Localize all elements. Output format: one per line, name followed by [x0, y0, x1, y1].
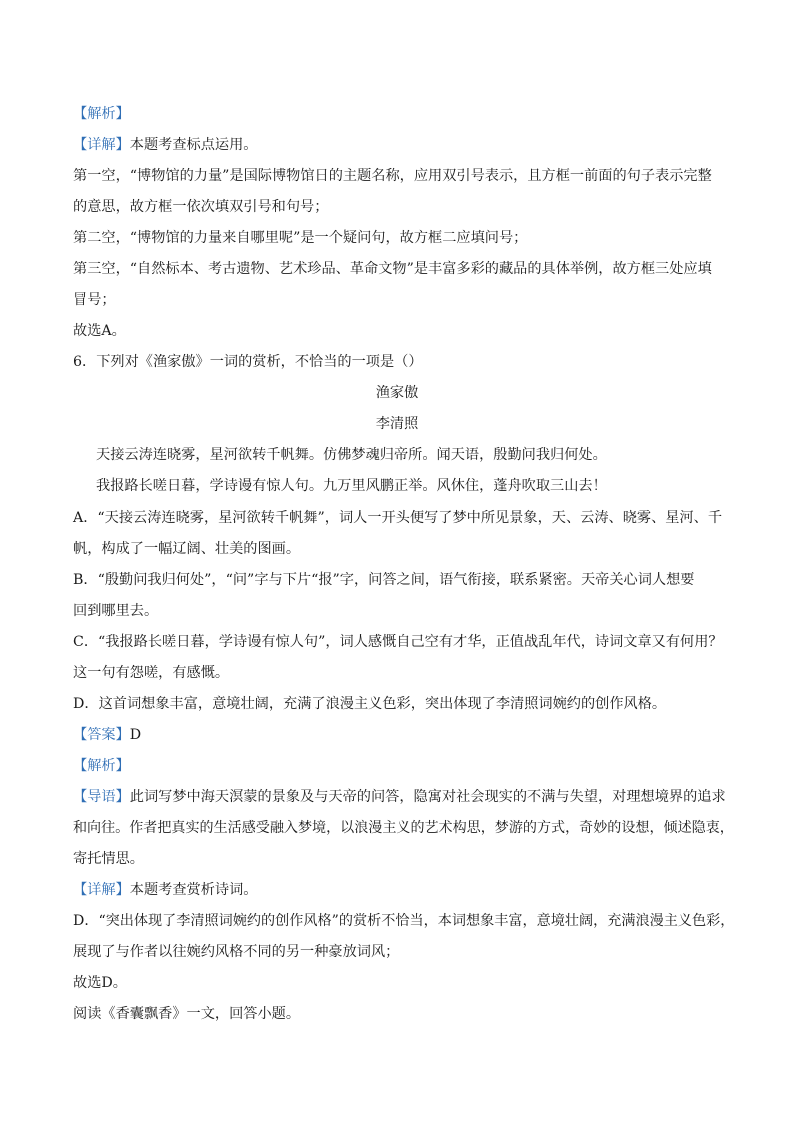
poem-line-2: 我报路长嗟日暮，学诗谩有惊人句。九万里风鹏正举。风休住，蓬舟吹取三山去！ — [96, 478, 607, 494]
guide-line-1 — [73, 787, 726, 807]
next-reading-prompt: 阅读《香囊飘香》一文，回答小题。 — [73, 1006, 301, 1022]
poem-line-1: 天接云涛连晓雾，星河欲转千帆舞。仿佛梦魂归帝所。闻天语，殷勤问我归何处。 — [96, 447, 607, 463]
detail-line-5 — [73, 135, 257, 155]
option-a-2: 帆，构成了一幅辽阔、壮美的图画。 — [73, 541, 301, 557]
option-b-2: 回到哪里去。 — [73, 603, 159, 619]
analysis-heading-6: 【解析】 — [73, 758, 130, 774]
option-b-1: B．“殷勤问我归何处”，“问”字与下片“报”字，问答之间，语气衔接，联系紧密。天帝关心词人想要 — [73, 572, 695, 588]
guide-line-3: 寄托情思。 — [73, 851, 144, 867]
poem-title: 渔家傲 — [375, 385, 419, 401]
analysis-heading-5: 【解析】 — [73, 106, 130, 122]
choice-5: 故选A。 — [73, 323, 126, 339]
para-first-blank-a: 第一空，“博物馆的力量”是国际博物馆日的主题名称，应用双引号表示，且方框一前面的句子表示完整 — [73, 168, 712, 184]
detail-text: 本题考查标点运用。 — [129, 137, 258, 153]
detail-text: 本题考查赏析诗词。 — [129, 882, 258, 898]
para-first-blank-b: 的意思，故方框一依次填双引号和句号； — [73, 199, 329, 215]
option-d-1: D．这首词想象丰富，意境壮阔，充满了浪漫主义色彩，突出体现了李清照词婉约的创作风格。 — [73, 696, 667, 712]
guide-line-2: 和向往。作者把真实的生活感受融入梦境，以浪漫主义的艺术构思，梦游的方式，奇妙的设想，倾述隐衷， — [73, 820, 734, 836]
guide-tag: 【导语】 — [73, 789, 130, 805]
poem-author: 李清照 — [375, 416, 419, 432]
choice-6: 故选D。 — [73, 975, 127, 991]
explain-line-1: D．“突出体现了李清照词婉约的创作风格”的赏析不恰当，本词想象丰富，意境壮阔，充满浪漫主义色彩， — [73, 913, 735, 929]
answer-line — [73, 725, 141, 745]
detail-line-6 — [73, 880, 257, 900]
detail-tag: 【详解】 — [73, 137, 130, 153]
option-c-1: C．“我报路长嗟日暮，学诗谩有惊人句”，词人感慨自己空有才华，正值战乱年代，诗词文章又有何用？ — [73, 634, 723, 650]
question-6-stem: 6．下列对《渔家傲》一词的赏析，不恰当的一项是（） — [73, 354, 423, 370]
para-second-blank: 第二空，“博物馆的力量来自哪里呢”是一个疑问句，故方框二应填问号； — [73, 230, 528, 246]
guide-text: 此词写梦中海天溟蒙的景象及与天帝的问答，隐寓对社会现实的不满与失望，对理想境界的追求 — [129, 789, 726, 805]
para-third-blank-a: 第三空，“自然标本、考古遗物、艺术珍品、革命文物”是丰富多彩的藏品的具体举例，故方框三处应填 — [73, 261, 712, 277]
option-c-2: 这一句有怨嗟，有感慨。 — [73, 665, 230, 681]
answer-tag: 【答案】 — [73, 727, 130, 743]
detail-tag: 【详解】 — [73, 882, 130, 898]
option-a-1: A．“天接云涛连晓雾，星河欲转千帆舞”，词人一开头便写了梦中所见景象，天、云涛、晓雾、星河、千 — [73, 510, 723, 526]
explain-line-2: 展现了与作者以往婉约风格不同的另一种豪放词风； — [73, 944, 400, 960]
para-third-blank-b: 冒号； — [73, 292, 116, 308]
answer-value: D — [129, 727, 142, 743]
